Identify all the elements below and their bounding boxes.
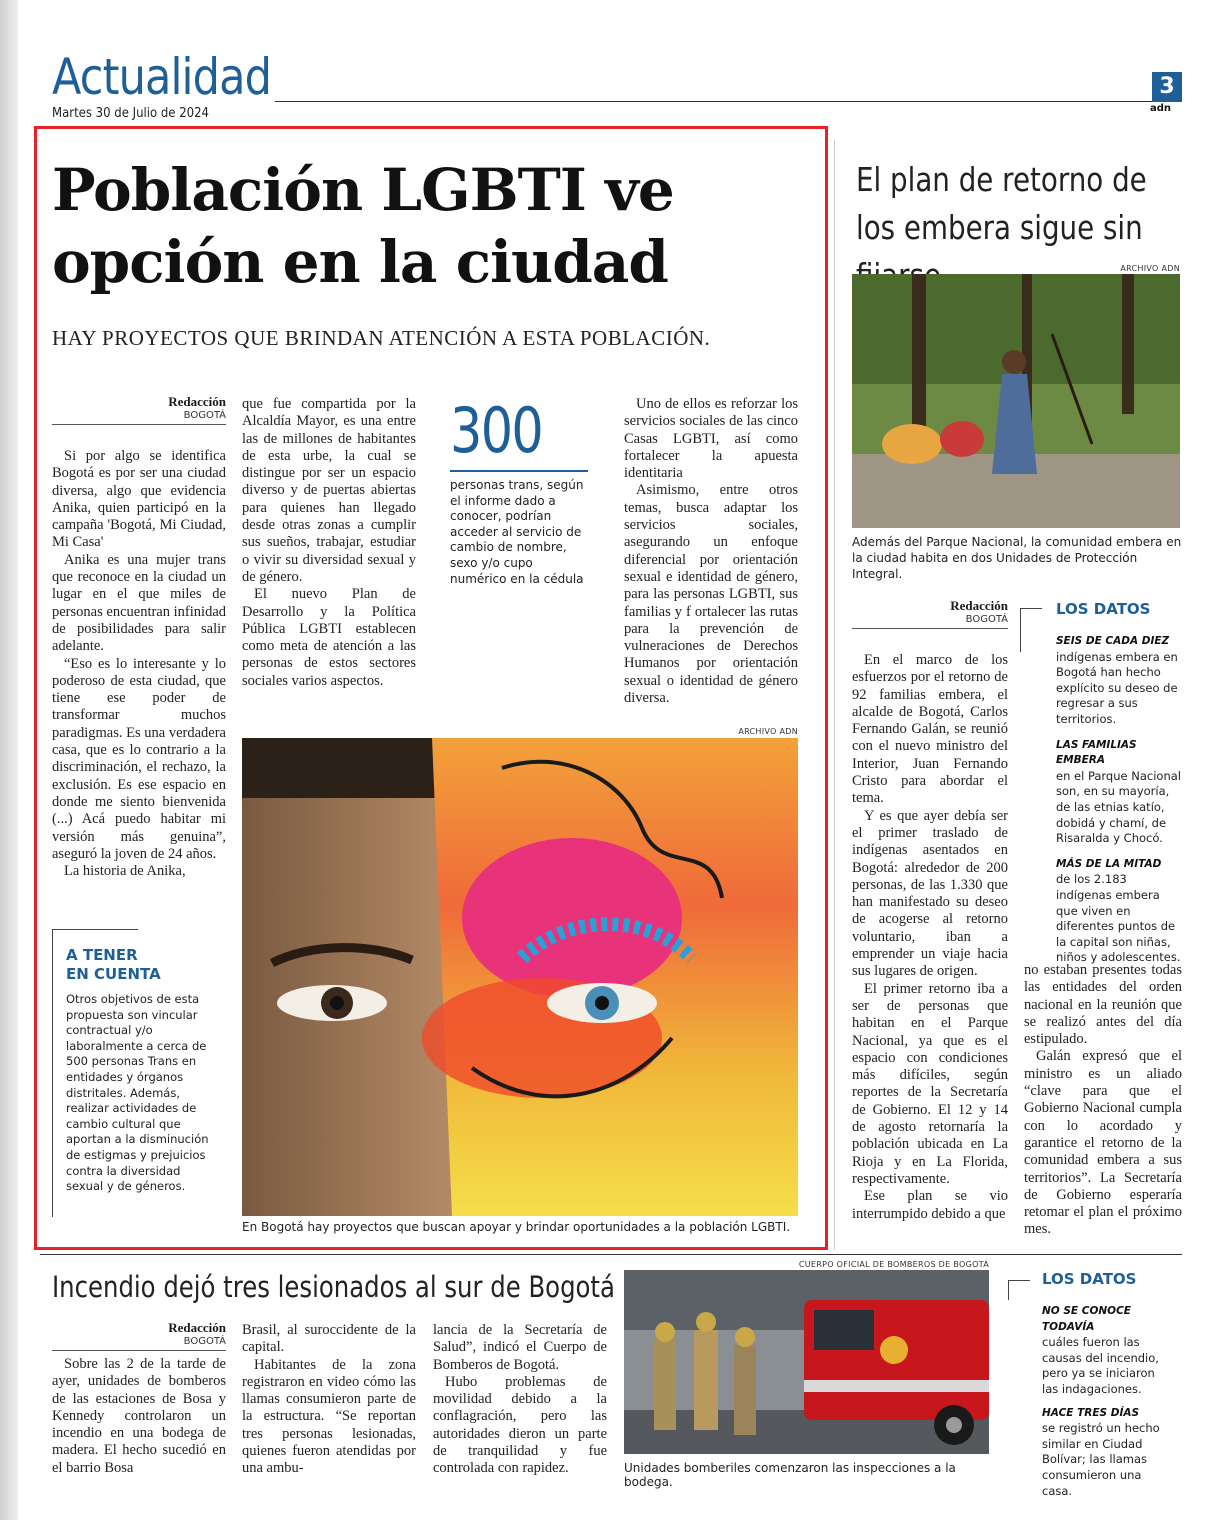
park-scene-illustration bbox=[852, 274, 1180, 528]
datos-text: se registró un hecho similar en Ciudad Bolívar; las llamas consumieron una casa. bbox=[1042, 1421, 1160, 1498]
paragraph: no estaban presentes todas las entidades del orden nacional en la reunión que se realizó antes del día estipulado. bbox=[1024, 962, 1182, 1048]
byline-city: BOGOTÁ bbox=[965, 614, 1008, 625]
byline-rule bbox=[852, 628, 1008, 629]
note-body: Otros objetivos de esta propuesta son vincular contractual y/o laboralmente a cerca de 500 personas Trans en entidades y órganos distritales. Además, realizar actividades de cambio cultural que aportan a la disminución de estigmas y prejuicios contra la diversidad sexual y de géneros. bbox=[66, 992, 209, 1194]
datos-item bbox=[1056, 738, 1182, 847]
stat-rule bbox=[450, 470, 588, 472]
note-side-rule bbox=[52, 929, 53, 1217]
publication-date: Martes 30 de Julio de 2024 bbox=[52, 106, 209, 121]
datos-lead: MÁS DE LA MITAD bbox=[1056, 857, 1162, 870]
embera-park-photo bbox=[852, 274, 1180, 528]
byline-city: BOGOTÁ bbox=[183, 410, 226, 421]
note-top-rule bbox=[52, 929, 138, 930]
byline-city: BOGOTÁ bbox=[183, 1336, 226, 1347]
side-column-1 bbox=[852, 652, 1008, 1223]
paragraph: Sobre las 2 de la tarde de ayer, unidades de bomberos de las estaciones de Bosa y Kennedy controlaron un incendio en una bodega de madera. El hecho sucedió en el barrio Bosa bbox=[52, 1356, 226, 1476]
paragraph: Habitantes de la zona registraron en video cómo las llamas consumieron parte de la estructura. “Se reportan tres personas lesionadas, quienes fueron atendidas por una ambu- bbox=[242, 1356, 416, 1477]
side-column-2 bbox=[1024, 962, 1182, 1239]
section-title: Actualidad bbox=[52, 48, 272, 106]
stat-number: 300 bbox=[450, 394, 543, 467]
page-gutter-shadow bbox=[0, 0, 18, 1520]
main-byline bbox=[52, 394, 226, 425]
photo-credit: ARCHIVO ADN bbox=[738, 727, 798, 736]
byline-name: Redacción bbox=[168, 394, 226, 409]
bottom-column-3 bbox=[433, 1322, 607, 1478]
side-photo-caption: Además del Parque Nacional, la comunidad embera en la ciudad habita en dos Unidades de Protección Integral. bbox=[852, 535, 1182, 581]
note-title bbox=[66, 946, 161, 984]
datos-side-rule bbox=[1020, 608, 1021, 652]
paragraph: lancia de la Secretaría de Salud”, indicó el Cuerpo de Bomberos de Bogotá. bbox=[433, 1322, 607, 1373]
main-headline bbox=[52, 154, 792, 298]
datos-text: en el Parque Nacional son, en su mayoría, de las etnias katío, dobidá y chamí, de Risaralda y Chocó. bbox=[1056, 768, 1181, 846]
side-byline bbox=[852, 598, 1008, 629]
section-divider bbox=[40, 1254, 1182, 1255]
fire-photo-credit: CUERPO OFICIAL DE BOMBEROS DE BOGOTÁ bbox=[798, 1260, 989, 1269]
paragraph: Uno de ellos es reforzar los servicios sociales de las cinco Casas LGBTI, así como fortalecer la apuesta identitaria bbox=[624, 396, 798, 482]
bottom-byline bbox=[52, 1320, 226, 1351]
header-rule bbox=[275, 101, 1152, 102]
bottom-datos-side-rule bbox=[1008, 1280, 1009, 1300]
page-number-badge: 3 bbox=[1152, 72, 1182, 102]
side-headline-text: El plan de retorno de los embera sigue sin bbox=[856, 160, 1147, 247]
datos-item bbox=[1042, 1304, 1172, 1398]
datos-lead: HACE TRES DÍAS bbox=[1042, 1406, 1140, 1419]
brand-logo: adn bbox=[1150, 103, 1172, 114]
datos-list bbox=[1056, 634, 1182, 966]
fire-scene-illustration bbox=[624, 1270, 989, 1454]
paragraph: Ese plan se vio interrumpido debido a que bbox=[852, 1188, 1008, 1222]
face-paint-illustration bbox=[242, 738, 798, 1216]
paragraph: Y es que ayer debía ser el primer traslado de indígenas asentados en Bogotá: alrededor de 200 personas, de las 1.330 que han manifestado su deseo de acogerse al retorno voluntario, iban a emprender un viaje hacia sus lugares de origen. bbox=[852, 807, 1008, 980]
paragraph: Brasil, al suroccidente de la capital. bbox=[242, 1322, 416, 1356]
note-title-line1: A TENER bbox=[66, 946, 138, 964]
paragraph: En el marco de los esfuerzos por el retorno de 92 familias embera, el alcalde de Bogotá, Carlos Fernando Galán, se reunió con el nuevo ministro del Interior, Juan Fernando Cristo para abordar el tema. bbox=[852, 652, 1008, 807]
datos-lead: NO SE CONOCE TODAVÍA bbox=[1042, 1305, 1131, 1333]
main-column-4 bbox=[624, 396, 798, 707]
main-column-2 bbox=[242, 396, 416, 690]
byline-name: Redacción bbox=[950, 598, 1008, 613]
byline-rule bbox=[52, 1350, 226, 1351]
paragraph: Si por algo se identifica Bogotá es por ser una ciudad diversa, algo que evidencia Anika, quien participó en la campaña 'Bogotá, Mi Ciudad, Mi Casa' bbox=[52, 448, 226, 551]
paragraph: Anika es una mujer trans que reconoce en la ciudad un lugar en el que miles de personas encuentran infinidad de posibilidades para salir adelante. bbox=[52, 551, 226, 655]
bottom-datos-title: LOS DATOS bbox=[1042, 1270, 1137, 1288]
stat-description: personas trans, según el informe dado a conocer, podrían acceder al servicio de cambio de nombre, sexo y/o cupo numérico en la cédula bbox=[450, 478, 584, 586]
datos-item bbox=[1056, 857, 1182, 966]
bottom-column-2 bbox=[242, 1322, 416, 1478]
byline-rule bbox=[52, 424, 226, 425]
note-title-line2: EN CUENTA bbox=[66, 965, 161, 983]
bottom-datos-list bbox=[1042, 1304, 1172, 1499]
paragraph: El nuevo Plan de Desarrollo y la Política Pública LGBTI establecen como meta de atención a las personas de estos sectores sociales varios aspectos. bbox=[242, 586, 416, 689]
paragraph: Hubo problemas de movilidad debido a la conflagración, pero las autoridades dieron un parte de tranquilidad y fue controlada con rapidez. bbox=[433, 1373, 607, 1477]
photo-caption: En Bogotá hay proyectos que buscan apoyar y brindar oportunidades a la población LGBTI. bbox=[242, 1220, 791, 1234]
byline-name: Redacción bbox=[168, 1320, 226, 1335]
main-headline-line1: Población LGBTI ve bbox=[52, 156, 674, 224]
paragraph: La historia de Anika, bbox=[64, 863, 186, 880]
paragraph: “Eso es lo interesante y lo poderoso de esta ciudad, que tiene ese poder de transformar muchos paradigmas. Es una verdadera casa, que es lo contrario a la discriminación, el rechazo, la exclusión. Es ese espacio en donde me siento bienvenida (...) Acá puedo habitar mi versión más genuina”, aseguró la joven de 24 años. bbox=[52, 655, 226, 862]
paragraph: El primer retorno iba a ser de personas que habitan en el Parque Nacional, ya que es el espacio con condiciones más difíciles, según reportes de la Secretaría de Gobierno. El 12 y 14 de agosto retornaría la población ubicada en La Rioja y en La Florida, respectivamente. bbox=[852, 980, 1008, 1187]
datos-rule bbox=[1020, 608, 1042, 609]
paragraph: que fue compartida por la Alcaldía Mayor, es una entre las de millones de habitantes de esta urbe, la cual se distingue por ser un espacio diverso y de puertas abiertas para quienes han llegado desde otras zonas a cumplir sus sueños, trabajar, estudiar o vivir su diversidad sexual y de género. bbox=[242, 396, 416, 585]
main-column-1 bbox=[52, 448, 226, 880]
paragraph: Asimismo, entre otros temas, busca adaptar los servicios sociales, asegurando un enfoque diferencial por orientación sexual e identidad de género, para las personas LGBTI, sus familias y f ortalecer las rutas para la prevención de vulneraciones de Derechos Humanos por orientación sexual o identidad de género diversa. bbox=[624, 482, 798, 707]
fire-truck-photo bbox=[624, 1270, 989, 1454]
bottom-headline: Incendio dejó tres lesionados al sur de Bogotá bbox=[52, 1270, 615, 1304]
side-photo-credit: ARCHIVO ADN bbox=[1120, 264, 1180, 273]
bottom-datos-rule bbox=[1008, 1280, 1030, 1281]
paragraph: Galán expresó que el ministro es un aliado “clave para que el Gobierno Nacional cumpla con lo acordado y garantice el retorno de la comunidad embera a sus territorios”. La Secretaría de Gobierno esperaría retomar el plan el próximo mes. bbox=[1024, 1048, 1182, 1238]
datos-item bbox=[1056, 634, 1182, 728]
datos-text: cuáles fueron las causas del incendio, pero ya se iniciaron las indagaciones. bbox=[1042, 1335, 1159, 1396]
bottom-column-1 bbox=[52, 1356, 226, 1477]
datos-lead: SEIS DE CADA DIEZ bbox=[1056, 635, 1170, 647]
face-paint-photo bbox=[242, 738, 798, 1216]
datos-lead: LAS FAMILIAS EMBERA bbox=[1056, 738, 1137, 767]
datos-item bbox=[1042, 1406, 1172, 1500]
main-deck: HAY PROYECTOS QUE BRINDAN ATENCIÓN A ESTA POBLACIÓN. bbox=[52, 326, 711, 350]
column-divider bbox=[834, 140, 835, 1250]
main-headline-line2: opción en la ciudad bbox=[52, 228, 668, 296]
datos-text: de los 2.183 indígenas embera que viven en diferentes puntos de la capital son niñas, niños y adolescentes. bbox=[1056, 872, 1181, 965]
datos-title: LOS DATOS bbox=[1056, 600, 1151, 618]
fire-photo-caption: Unidades bomberiles comenzaron las inspecciones a la bodega. bbox=[624, 1461, 956, 1489]
datos-text: indígenas embera en Bogotá han hecho explícito su deseo de regresar a sus territorios. bbox=[1056, 649, 1178, 726]
